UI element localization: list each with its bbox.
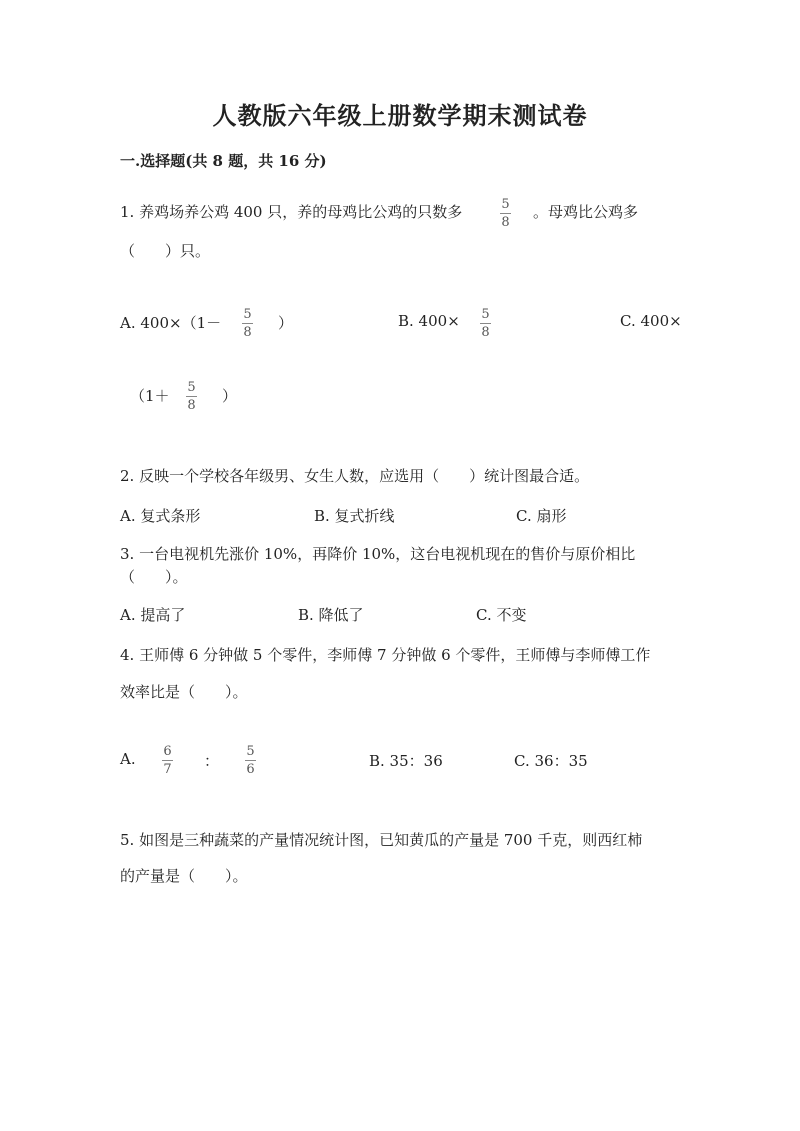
q1-option-c-prefix: C. 400× bbox=[620, 312, 682, 330]
q1-option-a-denominator: 8 bbox=[243, 325, 252, 340]
q4-option-a-fraction-2 bbox=[245, 744, 256, 777]
q3-option-a: A. 提高了 bbox=[120, 606, 186, 624]
q1-fraction-denominator: 8 bbox=[501, 215, 510, 230]
q2-option-c: C. 扇形 bbox=[516, 507, 567, 525]
q1-stem-part-a: 1. 养鸡场养公鸡 400 只，养的母鸡比公鸡的只数多 bbox=[120, 203, 463, 221]
q1-option-c-numerator: 5 bbox=[187, 380, 196, 395]
q1-option-a-numerator: 5 bbox=[243, 307, 252, 322]
q1-option-b-prefix: B. 400× bbox=[398, 312, 460, 330]
q1-stem-part-c: （ ）只。 bbox=[120, 242, 211, 260]
q2-stem: 2. 反映一个学校各年级男、女生人数，应选用（ ）统计图最合适。 bbox=[120, 467, 590, 485]
page-title: 人教版六年级上册数学期末测试卷 bbox=[212, 101, 588, 130]
q5-stem-part-a: 5. 如图是三种蔬菜的产量情况统计图，已知黄瓜的产量是 700 千克，则西红柿 bbox=[120, 831, 643, 849]
q1-option-a-prefix: A. 400×（1－ bbox=[120, 314, 222, 332]
q1-fraction-numerator: 5 bbox=[501, 197, 510, 212]
q4-stem-part-b: 效率比是（ ）。 bbox=[120, 683, 248, 701]
q1-option-b-numerator: 5 bbox=[481, 307, 490, 322]
q4-option-a-fraction-1 bbox=[162, 744, 173, 777]
fraction-bar bbox=[242, 323, 253, 324]
q2-option-a: A. 复式条形 bbox=[120, 507, 201, 525]
q1-option-a-suffix: ） bbox=[278, 314, 294, 332]
fraction-bar bbox=[500, 213, 511, 214]
q2-option-b: B. 复式折线 bbox=[314, 507, 395, 525]
q1-option-c-fraction bbox=[186, 380, 197, 413]
q1-option-b-fraction bbox=[480, 307, 491, 340]
q4-stem-part-a: 4. 王师傅 6 分钟做 5 个零件，李师傅 7 分钟做 6 个零件，王师傅与李师傅工作 bbox=[120, 646, 651, 664]
q3-stem-part-b: （ ）。 bbox=[120, 568, 188, 586]
q4-fraction-2-numerator: 5 bbox=[246, 744, 255, 759]
q4-option-c: C. 36：35 bbox=[514, 752, 588, 770]
q4-option-a-prefix: A. bbox=[120, 750, 136, 768]
q3-stem-part-a: 3. 一台电视机先涨价 10%，再降价 10%，这台电视机现在的售价与原价相比 bbox=[120, 545, 636, 563]
q4-option-b: B. 35：36 bbox=[369, 752, 443, 770]
q1-option-c-denominator: 8 bbox=[187, 398, 196, 413]
q4-fraction-1-denominator: 7 bbox=[163, 762, 172, 777]
q4-fraction-2-denominator: 6 bbox=[246, 762, 255, 777]
q3-option-b: B. 降低了 bbox=[298, 606, 364, 624]
q5-stem-part-b: 的产量是（ ）。 bbox=[120, 867, 248, 885]
fraction-bar bbox=[480, 323, 491, 324]
q1-option-c-continued: （1＋ bbox=[130, 387, 170, 405]
fraction-bar bbox=[162, 760, 173, 761]
q3-option-c: C. 不变 bbox=[476, 606, 527, 624]
section-heading: 一.选择题(共 8 题，共 16 分) bbox=[120, 152, 327, 170]
fraction-bar bbox=[245, 760, 256, 761]
q1-option-c-suffix: ） bbox=[222, 387, 238, 405]
q1-fraction bbox=[500, 197, 511, 230]
q4-fraction-1-numerator: 6 bbox=[163, 744, 172, 759]
q4-option-a-colon: ： bbox=[204, 752, 220, 770]
q1-stem-part-b: 。母鸡比公鸡多 bbox=[533, 203, 639, 221]
q1-option-b-denominator: 8 bbox=[481, 325, 490, 340]
q1-option-a-fraction bbox=[242, 307, 253, 340]
fraction-bar bbox=[186, 396, 197, 397]
